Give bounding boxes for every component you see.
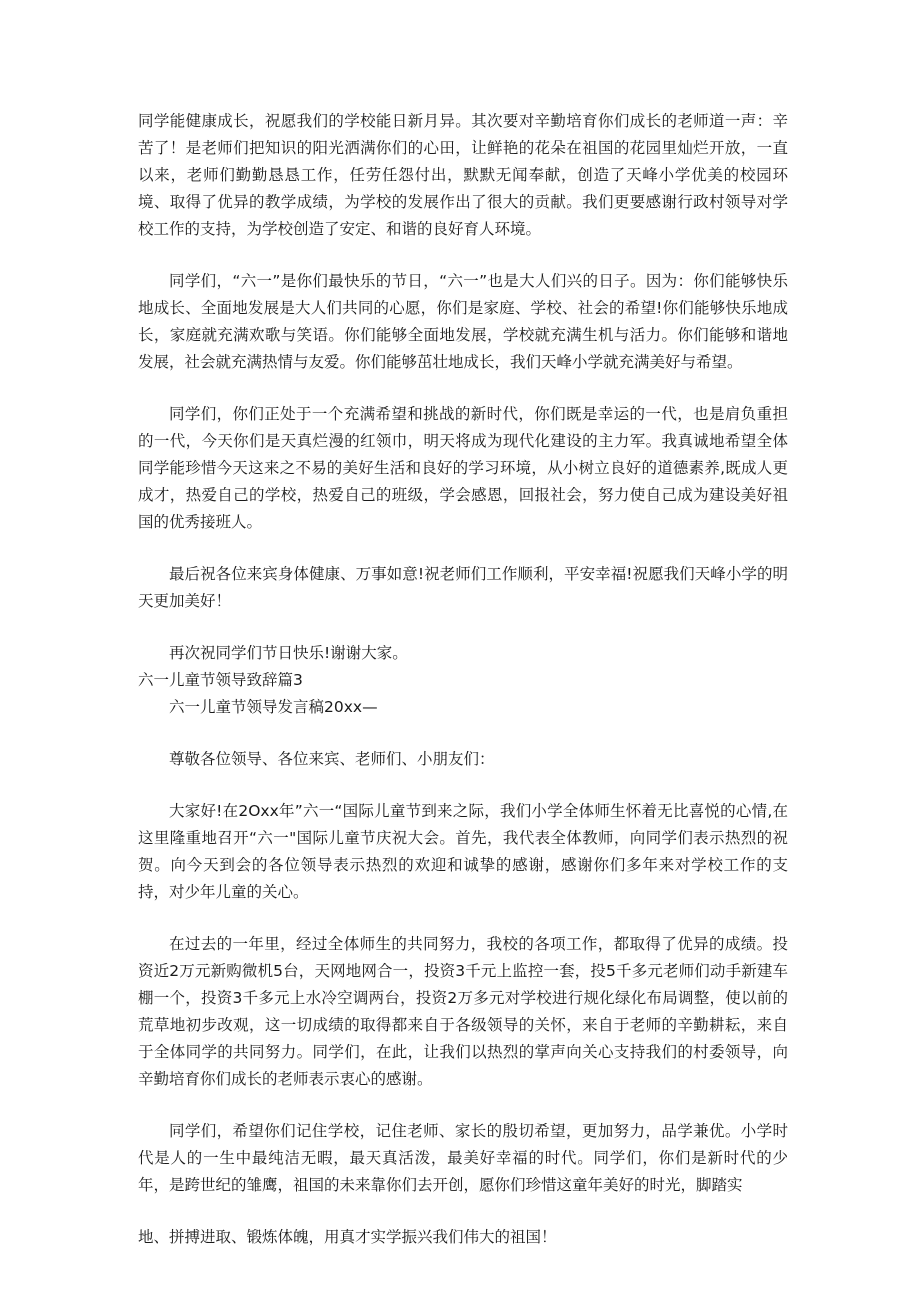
paragraph-9: 地、拼搏进取、锻炼体魄，用真才实学振兴我们伟大的祖国！ bbox=[138, 1228, 557, 1246]
paragraph-6: 大家好!在2Oxx年”六一“国际儿童节到来之际，我们小学全体师生怀着无比喜悦的心情,在这里隆重地召开“六一"国际儿童节庆祝大会。首先，我代表全体教师，向同学们表示热烈的祝贺。向今天到会的各位领导表示热烈的欢迎和诚挚的感谢，感谢你们多年来对学校工作的支持，对少年儿童的关心。 bbox=[138, 802, 788, 901]
paragraph-1: 同学能健康成长，祝愿我们的学校能日新月异。其次要对辛勤培育你们成长的老师道一声：辛苦了！是老师们把知识的阳光洒满你们的心田，让鲜艳的花朵在祖国的花园里灿烂开放，一直以来，老师们勤勤恳恳工作，任劳任怨付出，默默无闻奉献，创造了天峰小学优美的校园环境、取得了优异的教学成绩，为学校的发展作出了很大的贡献。我们更要感谢行政村领导对学校工作的支持，为学校创造了安定、和谐的良好育人环境。 bbox=[138, 112, 788, 238]
salutation: 尊敬各位领导、各位来宾、老师们、小朋友们： bbox=[169, 750, 495, 768]
document-body bbox=[138, 108, 788, 1251]
paragraph-4: 最后祝各位来宾身体健康、万事如意!祝老师们工作顺利，平安幸福!祝愿我们天峰小学的明天更加美好！ bbox=[138, 565, 788, 610]
paragraph-5: 再次祝同学们节日快乐!谢谢大家。 bbox=[169, 644, 408, 662]
paragraph-3: 同学们，你们正处于一个充满希望和挑战的新时代，你们既是幸运的一代，也是肩负重担的一代，今天你们是天真烂漫的红领巾，明天将成为现代化建设的主力军。我真诚地希望全体同学能珍惜今天这来之不易的美好生活和良好的学习环境，从小树立良好的道德素养,既成人更成才，热爱自己的学校，热爱自己的班级，学会感恩，回报社会，努力使自己成为建设美好祖国的优秀接班人。 bbox=[138, 405, 788, 531]
paragraph-8: 同学们，希望你们记住学校，记住老师、家长的殷切希望，更加努力，品学兼优。小学时代是人的一生中最纯洁无暇，最天真活泼，最美好幸福的时代。同学们，你们是新时代的少年，是跨世纪的雏鹰，祖国的未来靠你们去开创，愿你们珍惜这童年美好的时光，脚踏实 bbox=[138, 1122, 788, 1194]
paragraph-2: 同学们，“六一”是你们最快乐的节日，“六一”也是大人们兴的日子。因为：你们能够快乐地成长、全面地发展是大人们共同的心愿，你们是家庭、学校、社会的希望!你们能够快乐地成长，家庭就充满欢歌与笑语。你们能够全面地发展，学校就充满生机与活力。你们能够和谐地发展，社会就充满热情与友爱。你们能够茁壮地成长，我们天峰小学就充满美好与希望。 bbox=[138, 272, 788, 371]
paragraph-7: 在过去的一年里，经过全体师生的共同努力，我校的各项工作，都取得了优异的成绩。投资近2万元新购微机5台，天网地网合一，投资3千元上监控一套，投5千多元老师们动手新建车棚一个，投资3千多元上水冷空调两台，投资2万多元对学校进行规化绿化布局调整，使以前的荒草地初步改观，这一切成绩的取得都来自于各级领导的关怀，来自于老师的辛勤耕耘，来自于全体同学的共同努力。同学们，在此，让我们以热烈的掌声向关心支持我们的村委领导，向辛勤培育你们成长的老师表示衷心的感谢。 bbox=[138, 935, 788, 1088]
section-subtitle: 六一儿童节领导发言稿20xx— bbox=[169, 698, 378, 716]
section-title: 六一儿童节领导致辞篇3 bbox=[138, 671, 303, 689]
